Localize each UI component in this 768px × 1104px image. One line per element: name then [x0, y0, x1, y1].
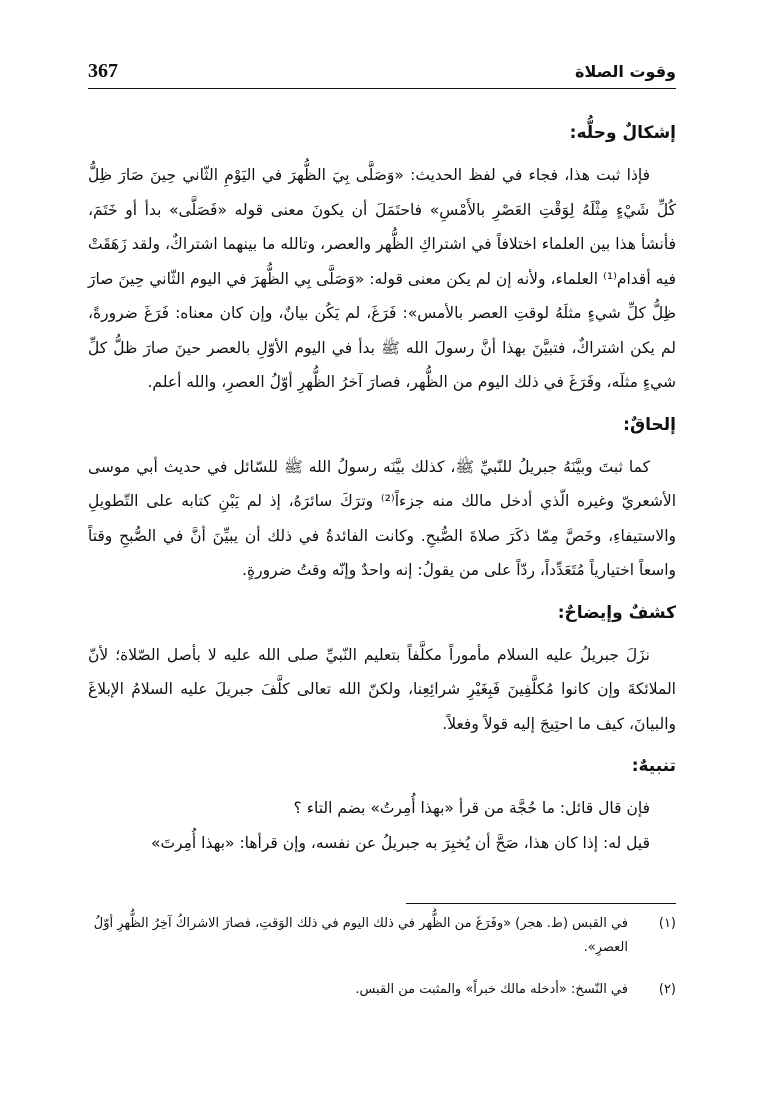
- header-divider: [88, 88, 676, 89]
- page-number: 367: [88, 60, 118, 82]
- main-text: [88, 118, 676, 860]
- section-heading-tanbih: تنبيهٌ:: [631, 756, 676, 776]
- footnote-number: (١): [658, 916, 676, 931]
- footnote-number: (٢): [658, 982, 676, 997]
- paragraph-ishkal: فإذا ثبت هذا، فجاء في لفظ الحديث: «وَصَلَّى بِيَ الظُّهرَ في اليَوْمِ الثّاني حِينَ صَارَ ظِلُّ كُلِّ شَيْءٍ مِثْلَهُ لِوَقْتِ العَصْرِ بالأَمْسِ» فاحتَمَلَ أن يكونَ معنى قوله «فَصَلَّى» بدأ أو خَتَمَ، فأنشأ هذا بين العلماء اختلافاً في اشتراكِ الظُّهر والعصر، وتالله ما بينهما اشتراكٌ، ولقد زَهَقَتْ فيه أقدام⁽¹⁾ العلماء، ولأنه إن لم يكن معنى قوله: «وَصَلَّى بِي الظُّهرَ في اليوم الثّاني حِينَ صارَ ظِلُّ كلِّ شيءٍ مثلَهُ لوقتِ العصر بالأمس»: فَرَغَ، لم يَكُن بيانٌ، وإن كان معناه: فَرَغَ ضرورةً، لم يكن اشتراكٌ، فتبيَّنَ بهذا أنَّ رسولَ الله ﷺ بدأ في اليوم الأوّلِ بالعصر حينَ صارَ ظلُّ كلِّ شيءٍ مثلَه، وفَرَغَ في ذلك اليوم من الظُّهر، فصارَ آخرُ الظُّهرِ أوّلُ العصرِ، والله أعلم.: [88, 166, 676, 391]
- footnote-item: [88, 978, 676, 1002]
- footnote-text: في القبس (ط. هجر) «وفَرَغَ من الظُّهر في ذلك اليوم في ذلك الوَقتِ، فصارَ الاشراكُ آخِرُ الظُّهرِ أوّلُ العصرِ».: [93, 916, 628, 955]
- footnote-divider: [406, 903, 676, 904]
- paragraph-kashf: نزَلَ جبريلُ عليه السلام مأموراً مكلَّفاً بتعليم النّبيِّ صلى الله عليه لا بأصل الصّلاة؛ لأنّ الملائكةَ وإن كانوا مُكلَّفِينَ فَبِغَيْرِ شرائِعِنا، ولكنّ الله تعالى كلَّفَ جبريلَ عليه السلامُ الإبلاغَ والبيانَ، كيف ما احتِيجَ إليه قولاً وفعلاً.: [88, 645, 676, 733]
- section-heading-ilhaq: إلحاقٌ:: [623, 414, 676, 435]
- section-heading-kashf: كشفٌ وإيضاحٌ:: [557, 602, 676, 623]
- paragraph-tanbih-question: فإن قال قائل: ما حُجَّة من قرأ «بهذا أُمِرتُ» بضم التاء ؟: [293, 799, 650, 817]
- footnote-text: في النّسخ: «أدخله مالك خبراً» والمثبت من القبس.: [355, 982, 628, 997]
- section-heading-ishkal: إشكالٌ وحلُّه:: [569, 123, 676, 143]
- page-header: [88, 58, 676, 88]
- paragraph-ilhaq: كما ثبتَ وبيَّنَهُ جبريلُ للنّبيِّ ﷺ، كذلك بيَّنَه رسولُ الله ﷺ للسّائل في حديث أبي موسى الأشعريّ وغيره الّذي أدخل مالك منه جزءاً⁽²⁾ وترَكَ سائرَهُ، إذ لم يَبْنِ كتابه على التّطويلِ والاستيفاءِ، وخَصَّ مِمّا ذكَرَ صلاةَ الصُّبحِ. وكانت الفائدةُ في ذلك أن يبيِّنَ أنَّ في الصُّبحِ وقتاً واسعاً اختيارياً مُتَعَدِّداً، ردّاً على من يقولُ: إنه واحدٌ وإنّه وقتُ ضرورةٍ.: [88, 457, 676, 579]
- running-title: وقوت الصلاة: [575, 62, 676, 81]
- footnotes: [88, 912, 676, 1020]
- footnote-item: [88, 912, 676, 960]
- paragraph-tanbih-answer: قيل له: إذا كان هذا، صَحَّ أن يُخبِرَ به جبريلُ عن نفسه، وإن قرأها: «بهذا أُمِرتَ»: [150, 833, 650, 852]
